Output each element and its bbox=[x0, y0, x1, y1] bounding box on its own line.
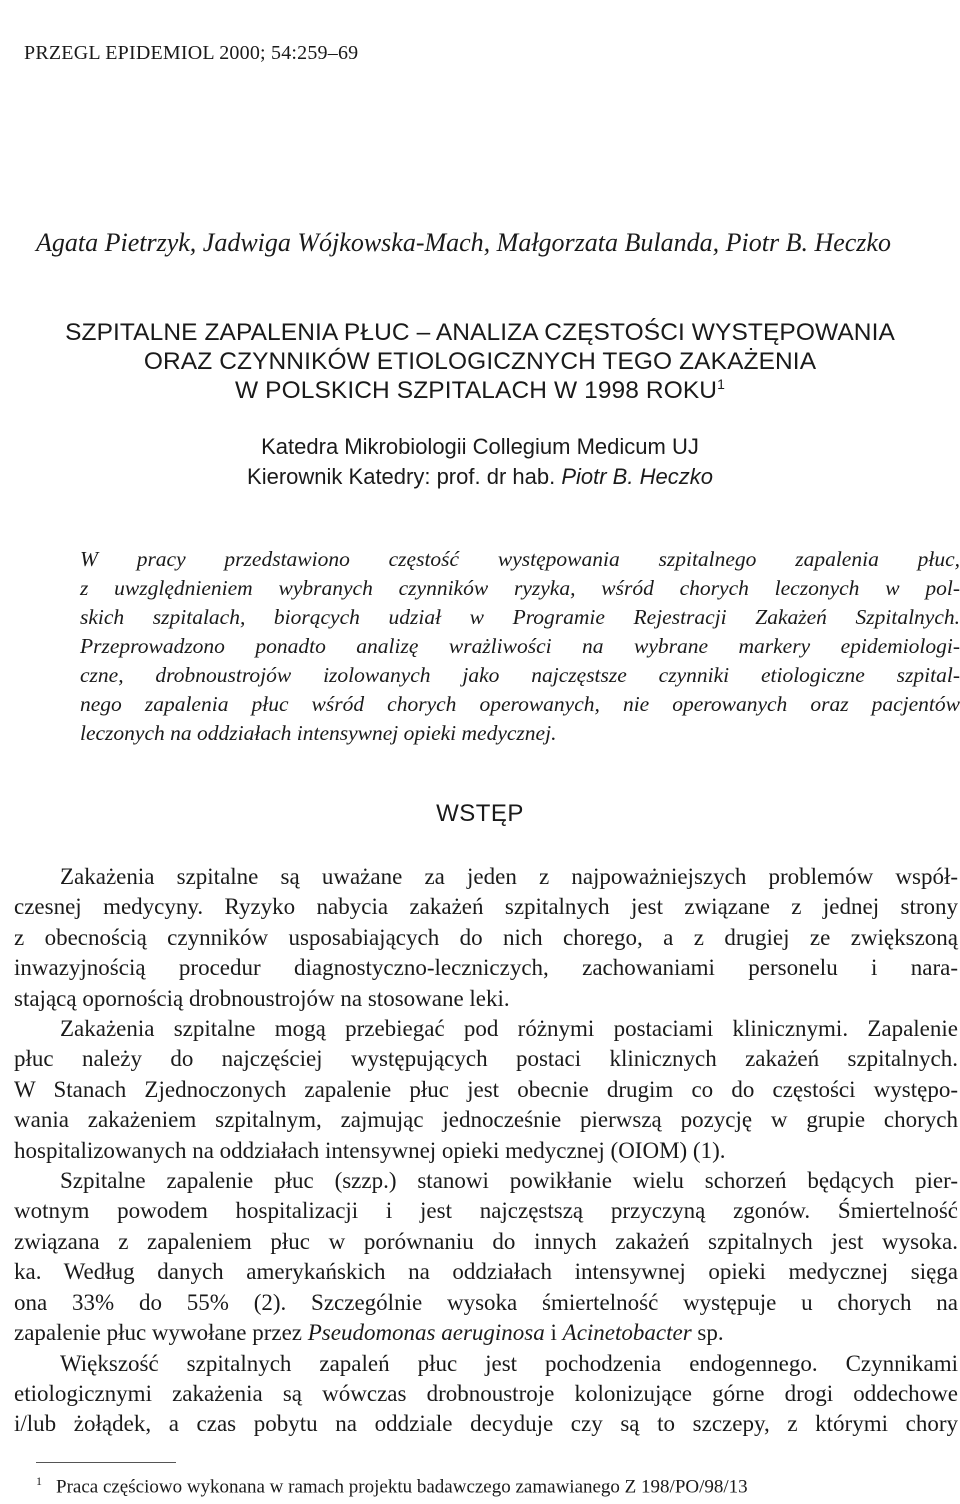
department-head-prefix: Kierownik Katedry: prof. dr hab. bbox=[247, 464, 556, 489]
affiliation bbox=[0, 432, 960, 492]
footnote-divider bbox=[36, 1462, 176, 1463]
body-line: inwazyjnością procedur diagnostyczno-leczniczych, zachowaniami personelu i nara- bbox=[14, 955, 958, 981]
abstract-line: z uwzględnieniem wybranych czynników ryzyka, wśród chorych leczonych w pol- bbox=[80, 576, 960, 600]
body-line: związana z zapaleniem płuc w porównaniu do innych zakażeń szpitalnych jest wysoka. bbox=[14, 1228, 958, 1254]
body-line: Zakażenia szpitalne mogą przebiegać pod różnymi postaciami klinicznymi. Zapalenie bbox=[60, 1016, 958, 1042]
department-head bbox=[0, 462, 960, 492]
section-heading: WSTĘP bbox=[436, 800, 524, 827]
body-line: z obecnością czynników usposabiających do nich chorego, a z drugiej ze zwiększoną bbox=[14, 924, 958, 950]
organism-name: Acinetobacter bbox=[562, 1320, 692, 1346]
footnote bbox=[36, 1474, 748, 1498]
body-line: Większość szpitalnych zapaleń płuc jest pochodzenia endogennego. Czynnikami bbox=[60, 1350, 958, 1376]
body-line bbox=[14, 1318, 958, 1348]
body-line: czesnej medycyny. Ryzyko nabycia zakażeń szpitalnych jest związane z jednej strony bbox=[14, 894, 958, 920]
body-line: Szpitalne zapalenie płuc (szzp.) stanowi powikłanie wielu schorzeń będących pier- bbox=[60, 1168, 958, 1194]
body-line: Zakażenia szpitalne są uważane za jeden z najpoważniejszych problemów współ- bbox=[60, 864, 958, 889]
body-line: stającą opornością drobnoustrojów na stosowane leki. bbox=[14, 985, 510, 1011]
organism-name: Pseudomonas aeruginosa bbox=[307, 1320, 545, 1346]
title-footnote-marker: 1 bbox=[717, 375, 725, 392]
abstract-line: czne, drobnoustrojów izolowanych jako najczęstsze czynniki etiologiczne szpital- bbox=[80, 663, 960, 687]
body-line: wania zakażeniem szpitalnym, zajmując jednocześnie pierwszą pozycję w grupie chorych bbox=[14, 1107, 958, 1133]
department-head-name: Piotr B. Heczko bbox=[561, 464, 713, 489]
body-line: hospitalizowanych na oddziałach intensywnej opieki medycznej (OIOM) (1). bbox=[14, 1137, 726, 1163]
abstract-line: nego zapalenia płuc wśród chorych operowanych, nie operowanych oraz pacjentów bbox=[80, 692, 960, 716]
article-title bbox=[0, 318, 960, 405]
department: Katedra Mikrobiologii Collegium Medicum UJ bbox=[261, 434, 699, 459]
abstract-line: Przeprowadzono ponadto analizę wrażliwości na wybrane markery epidemiologi- bbox=[80, 634, 960, 658]
title-line bbox=[0, 376, 960, 405]
author-list: Agata Pietrzyk, Jadwiga Wójkowska-Mach, Małgorzata Bulanda, Piotr B. Heczko bbox=[36, 228, 891, 257]
abstract-line: skich szpitalach, biorących udział w Programie Rejestracji Zakażeń Szpitalnych. bbox=[80, 605, 960, 629]
abstract-line: leczonych na oddziałach intensywnej opieki medycznej. bbox=[80, 721, 557, 745]
body-line: płuc należy do najczęściej występujących postaci klinicznych zakażeń szpitalnych. bbox=[14, 1046, 958, 1072]
footnote-text: Praca częściowo wykonana w ramach projektu badawczego zamawianego Z 198/PO/98/13 bbox=[56, 1476, 748, 1498]
species-suffix: sp. bbox=[691, 1320, 724, 1346]
journal-reference: PRZEGL EPIDEMIOL 2000; 54:259–69 bbox=[24, 42, 359, 64]
body-line: ka. Według danych amerykańskich na oddziałach intensywnej opieki medycznej sięga bbox=[14, 1259, 958, 1285]
body-line: ona 33% do 55% (2). Szczególnie wysoka śmiertelność występuje u chorych na bbox=[14, 1289, 958, 1315]
body-line: etiologicznymi zakażenia są wówczas drobnoustroje kolonizujące górne drogi oddechowe bbox=[14, 1380, 958, 1406]
abstract bbox=[80, 545, 960, 748]
footnote-marker: 1 bbox=[36, 1474, 42, 1488]
body-line: W Stanach Zjednoczonych zapalenie płuc jest obecnie drugim co do częstości występo- bbox=[14, 1076, 958, 1102]
body-text bbox=[14, 862, 958, 1440]
body-line: wotnym powodem hospitalizacji i jest najczęstszą przyczyną zgonów. Śmiertelność bbox=[14, 1198, 958, 1224]
title-line: SZPITALNE ZAPALENIA PŁUC – ANALIZA CZĘSTOŚCI WYSTĘPOWANIA bbox=[65, 319, 895, 346]
conjunction: i bbox=[544, 1320, 563, 1346]
title-line-text: W POLSKICH SZPITALACH W 1998 ROKU bbox=[235, 377, 718, 404]
abstract-line: W pracy przedstawiono częstość występowania szpitalnego zapalenia płuc, bbox=[80, 547, 960, 571]
body-line-text: zapalenie płuc wywołane przez bbox=[14, 1320, 308, 1346]
body-line: i/lub żołądek, a czas pobytu na oddziale decyduje czy są to szczepy, z którymi chory bbox=[14, 1411, 958, 1437]
title-line: ORAZ CZYNNIKÓW ETIOLOGICZNYCH TEGO ZAKAŻENIA bbox=[143, 348, 817, 375]
